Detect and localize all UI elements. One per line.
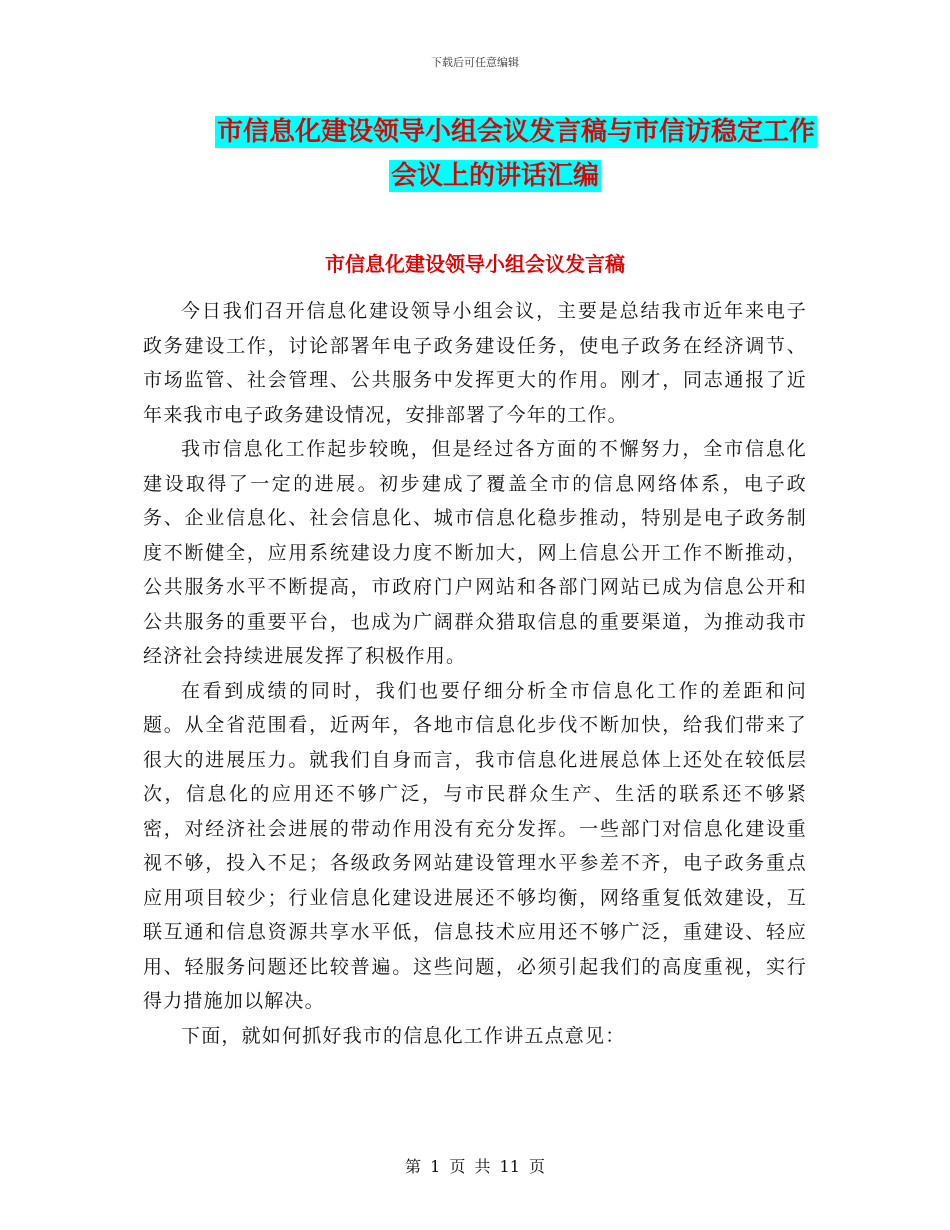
title-highlight-1: 市信息化建设领导小组会议发言稿与市信访稳定工作 — [216, 117, 815, 147]
page-number-footer: 第 1 页 共 11 页 — [405, 1157, 545, 1176]
paragraph-1: 今日我们召开信息化建设领导小组会议，主要是总结我市近年来电子政务建设工作，讨论部署年电子政务建设任务，使电子政务在经济调节、市场监管、社会管理、公共服务中发挥更大的作用。刚才，同志通报了近年来我市电子政务建设情况，安排部署了今年的工作。 — [143, 300, 807, 426]
body-text — [143, 294, 807, 1053]
paragraph-2: 我市信息化工作起步较晚，但是经过各方面的不懈努力，全市信息化建设取得了一定的进展。初步建成了覆盖全市的信息网络体系，电子政务、企业信息化、社会信息化、城市信息化稳步推动，特别是电子政务制度不断健全，应用系统建设力度不断加大，网上信息公开工作不断推动，公共服务水平不断提高，市政府门户网站和各部门网站已成为信息公开和公共服务的重要平台，也成为广阔群众猎取信息的重要渠道，为推动我市经济社会持续进展发挥了积极作用。 — [143, 438, 807, 667]
section-title: 市信息化建设领导小组会议发言稿 — [325, 252, 625, 276]
page-header-note: 下载后可任意编辑 — [431, 56, 519, 69]
paragraph-3: 在看到成绩的同时，我们也要仔细分析全市信息化工作的差距和问题。从全省范围看，近两年，各地市信息化步伐不断加快，给我们带来了很大的进展压力。就我们自身而言，我市信息化进展总体上还处在较低层次，信息化的应用还不够广泛，与市民群众生产、生活的联系还不够紧密，对经济社会进展的带动作用没有充分发挥。一些部门对信息化建设重视不够，投入不足；各级政务网站建设管理水平参差不齐，电子政务重点应用项目较少；行业信息化建设进展还不够均衡，网络重复低效建设，互联互通和信息资源共享水平低，信息技术应用还不够广泛，重建设、轻应用、轻服务问题还比较普遍。这些问题，必须引起我们的高度重视，实行得力措施加以解决。 — [143, 679, 807, 1012]
document-title-line1 — [140, 110, 840, 154]
document-title — [140, 110, 840, 198]
title-highlight-2: 会议上的讲话汇编 — [390, 161, 599, 191]
document-title-line2 — [140, 154, 840, 198]
paragraph-4: 下面，就如何抓好我市的信息化工作讲五点意见： — [181, 1024, 626, 1047]
